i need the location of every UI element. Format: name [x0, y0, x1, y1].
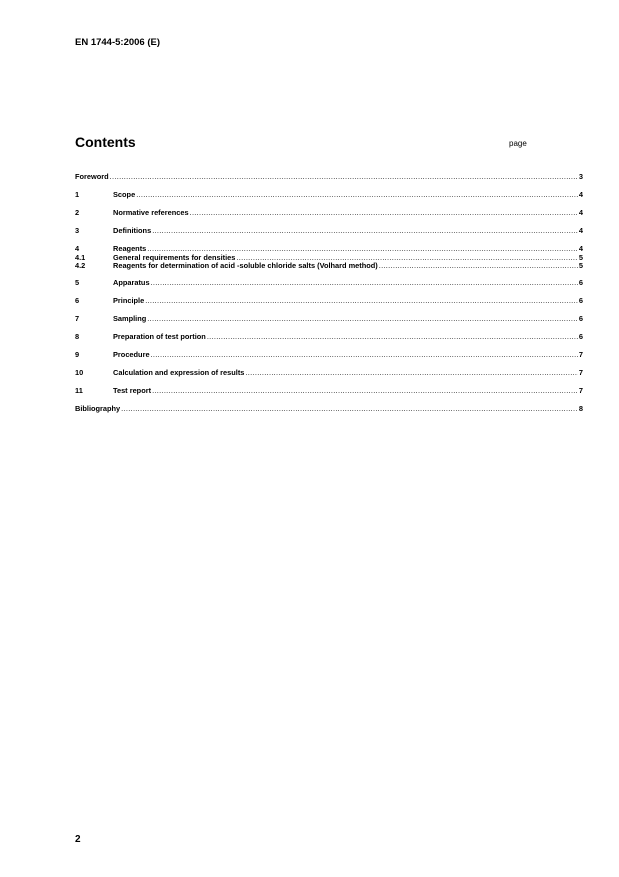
toc-entry-page: 6 — [578, 278, 583, 287]
toc-entry-title: Principle — [113, 296, 145, 305]
toc-entry-page: 4 — [578, 190, 583, 199]
toc-entry-number: 4.2 — [75, 261, 86, 270]
dot-leader — [207, 332, 578, 342]
page-column-label: page — [509, 139, 527, 148]
toc-entry-title: Apparatus — [113, 278, 150, 287]
toc-entry-foreword[interactable] — [75, 172, 583, 182]
toc-entry-title: Reagents for determination of acid -soluble chloride salts (Volhard method) — [113, 261, 378, 270]
dot-leader — [147, 314, 578, 324]
dot-leader — [379, 262, 578, 270]
toc-entry-calculation[interactable] — [75, 368, 583, 378]
toc-entry-reagents-chloride[interactable] — [75, 262, 583, 270]
dot-leader — [110, 172, 578, 182]
contents-title: Contents — [75, 134, 136, 150]
toc-entry-page: 5 — [578, 261, 583, 270]
toc-entry-bibliography[interactable] — [75, 404, 583, 414]
toc-entry-preparation[interactable] — [75, 332, 583, 342]
toc-entry-title: Bibliography — [75, 404, 121, 413]
dot-leader — [190, 208, 578, 218]
toc-entry-title: Definitions — [113, 226, 152, 235]
toc-entry-apparatus[interactable] — [75, 278, 583, 288]
toc-entry-page: 7 — [578, 350, 583, 359]
toc-entry-page: 5 — [578, 253, 583, 262]
dot-leader — [136, 190, 578, 200]
toc-entry-number: 4.1 — [75, 253, 86, 262]
toc-entry-page: 4 — [578, 226, 583, 235]
toc-entry-definitions[interactable] — [75, 226, 583, 236]
toc-entry-number: 8 — [75, 332, 80, 341]
table-of-contents — [75, 172, 583, 414]
toc-entry-number: 4 — [75, 244, 80, 253]
toc-entry-page: 6 — [578, 296, 583, 305]
dot-leader — [245, 368, 577, 378]
toc-entry-title: Foreword — [75, 172, 109, 181]
dot-leader — [152, 226, 578, 236]
toc-entry-principle[interactable] — [75, 296, 583, 306]
toc-entry-title: Reagents — [113, 244, 147, 253]
toc-entry-page: 8 — [578, 404, 583, 413]
toc-entry-page: 4 — [578, 208, 583, 217]
toc-entry-number: 5 — [75, 278, 80, 287]
toc-entry-number: 10 — [75, 368, 84, 377]
toc-entry-number: 9 — [75, 350, 80, 359]
toc-entry-title: Test report — [113, 386, 152, 395]
toc-entry-page: 3 — [578, 172, 583, 181]
toc-entry-number: 2 — [75, 208, 80, 217]
toc-entry-page: 6 — [578, 314, 583, 323]
dot-leader — [152, 386, 578, 396]
toc-entry-title: Sampling — [113, 314, 147, 323]
toc-entry-page: 7 — [578, 386, 583, 395]
toc-entry-procedure[interactable] — [75, 350, 583, 360]
toc-entry-test-report[interactable] — [75, 386, 583, 396]
dot-leader — [121, 404, 578, 414]
toc-entry-page: 4 — [578, 244, 583, 253]
toc-entry-page: 6 — [578, 332, 583, 341]
toc-entry-page: 7 — [578, 368, 583, 377]
toc-entry-sampling[interactable] — [75, 314, 583, 324]
toc-entry-number: 3 — [75, 226, 80, 235]
toc-entry-scope[interactable] — [75, 190, 583, 200]
toc-entry-title: Scope — [113, 190, 136, 199]
toc-entry-number: 11 — [75, 386, 83, 395]
document-header: EN 1744-5:2006 (E) — [75, 37, 161, 48]
page-number: 2 — [75, 834, 81, 845]
dot-leader — [151, 278, 578, 288]
toc-entry-title: General requirements for densities — [113, 253, 236, 262]
toc-entry-title: Normative references — [113, 208, 189, 217]
toc-entry-title: Procedure — [113, 350, 150, 359]
toc-entry-number: 1 — [75, 190, 80, 199]
toc-entry-normative-references[interactable] — [75, 208, 583, 218]
dot-leader — [145, 296, 578, 306]
toc-entry-title: Calculation and expression of results — [113, 368, 245, 377]
toc-entry-number: 6 — [75, 296, 80, 305]
toc-entry-title: Preparation of test portion — [113, 332, 206, 341]
toc-entry-number: 7 — [75, 314, 80, 323]
dot-leader — [151, 350, 578, 360]
